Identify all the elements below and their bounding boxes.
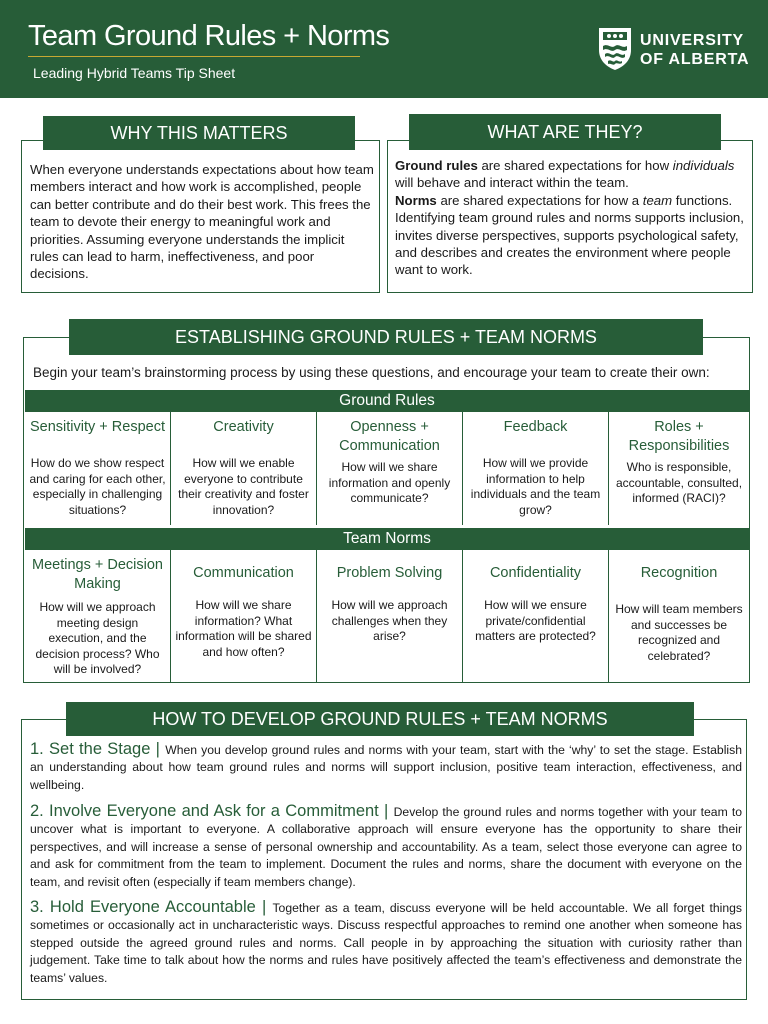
- ground-rule-cell: [463, 412, 609, 525]
- step-text: Together as a team, discuss everyone will be held accountable. We all forget things sometimes or occasionally act in uncharacteristic ways. Discuss respectful approaches to remind one another when someone has stepped outside the agreed ground rules and norms. Call people in by approaching the situation with curiosity rather than judgement. Take time to talk about how the norms and rules have positively affected the team’s effectiveness and demonstrate the teams’ values.: [30, 901, 742, 985]
- university-logo: [597, 26, 757, 72]
- step-separator: |: [378, 802, 394, 820]
- establishing-heading: ESTABLISHING GROUND RULES + TEAM NORMS: [69, 319, 703, 355]
- team-norms-band: Team Norms: [25, 528, 749, 550]
- page-header: [0, 0, 768, 98]
- team-norm-question: How will we share information? What information will be shared and how often?: [175, 598, 312, 659]
- step-title: 3. Hold Everyone Accountable: [30, 898, 256, 916]
- team-norm-question: How will we approach meeting design execution, and the decision process? Who will be involved?: [35, 600, 160, 676]
- team-norm-cell: [317, 550, 463, 682]
- ground-rule-title: Feedback: [503, 419, 568, 435]
- step-text: When you develop ground rules and norms with your team, start with the ‘why’ to set the stage. Establish an understanding about how team ground rules and norms will support inclusion, positive team interaction, effectiveness, and wellbeing.: [30, 743, 742, 792]
- team-norm-cell: [463, 550, 609, 682]
- title-underline: [28, 56, 360, 57]
- team-norms-grid: [25, 550, 749, 682]
- shield-icon: [597, 26, 633, 72]
- ground-rule-cell: [609, 412, 749, 525]
- what-heading: WHAT ARE THEY?: [409, 114, 721, 150]
- page-title: Team Ground Rules + Norms: [28, 20, 390, 52]
- team-norm-question: How will team members and successes be recognized and celebrated?: [615, 602, 743, 663]
- what-text: [395, 157, 747, 279]
- ground-rules-definition: Ground rules are shared expectations for how individuals will behave and interact within the team.: [395, 158, 735, 191]
- ground-rule-cell: [171, 412, 317, 525]
- ground-rules-band: Ground Rules: [25, 390, 749, 412]
- team-norm-cell: [171, 550, 317, 682]
- ground-rule-question: How will we share information and openly communicate?: [328, 460, 451, 505]
- develop-step: [30, 803, 742, 891]
- why-text: When everyone understands expectations about how team members interact and how work is accomplished, people can better contribute and do their best work. This frees the team to devote their energy to meaningful work and priorities. Assuming everyone understands the implicit rules can lead to harm, ineffectiveness, and poor decisions.: [30, 162, 374, 282]
- step-separator: |: [150, 740, 166, 758]
- step-text: Develop the ground rules and norms together with your team to uncover what is important to everyone. A collaborative approach will ensure everyone has the opportunity to share their perspectives, and will increase a sense of personal ownership and accountability. As a team, select those everyone can agree to and ask for commitment from the team to implement. Document the rules and norms, share the document with everyone on the team, and revisit often (especially if team members change).: [30, 805, 742, 889]
- step-title: 1. Set the Stage: [30, 740, 151, 758]
- ground-rule-question: How will we enable everyone to contribute their creativity and foster innovation?: [178, 456, 309, 517]
- norms-definition: Norms are shared expectations for how a team functions. Identifying team ground rules and norms supports inclusion, invites diverse perspectives, supports psychological safety, and describes and creates the environment where people want to work.: [395, 192, 744, 278]
- team-norm-question: How will we ensure private/confidential matters are protected?: [475, 598, 596, 643]
- page-subtitle: Leading Hybrid Teams Tip Sheet: [33, 65, 236, 81]
- team-norm-question: How will we approach challenges when they arise?: [331, 598, 448, 643]
- ground-rule-cell: [25, 412, 171, 525]
- ground-rule-question: Who is responsible, accountable, consulted, informed (RACI)?: [615, 460, 743, 505]
- ground-rule-cell: [317, 412, 463, 525]
- ground-rules-grid: [25, 412, 749, 525]
- team-norm-title: Communication: [193, 565, 294, 581]
- team-norm-cell: [609, 550, 749, 682]
- ground-rule-question: How will we provide information to help individuals and the team grow?: [470, 456, 601, 517]
- why-heading: WHY THIS MATTERS: [43, 116, 355, 150]
- team-norm-title: Recognition: [640, 565, 718, 581]
- ground-rule-title: Roles + Responsibilities: [628, 419, 730, 454]
- step-title: 2. Involve Everyone and Ask for a Commitment: [30, 802, 379, 820]
- step-separator: |: [255, 898, 273, 916]
- ground-rule-title: Sensitivity + Respect: [30, 419, 165, 435]
- team-norm-cell: [25, 550, 171, 682]
- logo-wordmark: UNIVERSITY OF ALBERTA: [640, 32, 750, 68]
- team-norm-title: Meetings + Decision Making: [32, 557, 163, 592]
- team-norm-title: Confidentiality: [489, 565, 582, 581]
- ground-rule-title: Openness + Communication: [339, 419, 440, 454]
- team-norm-title: Problem Solving: [336, 565, 443, 581]
- develop-heading: HOW TO DEVELOP GROUND RULES + TEAM NORMS: [66, 702, 694, 736]
- ground-rule-title: Creativity: [213, 419, 274, 435]
- develop-step: [30, 899, 742, 987]
- ground-rule-question: How do we show respect and caring for each other, especially in challenging situations?: [29, 456, 166, 517]
- develop-step: [30, 741, 742, 794]
- establishing-intro: Begin your team’s brainstorming process by using these questions, and encourage your team to create their own:: [33, 365, 710, 380]
